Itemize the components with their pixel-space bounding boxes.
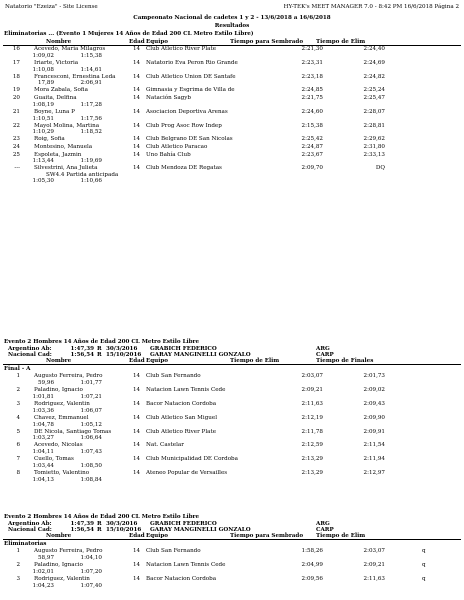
event-title-heats: Evento 2 Hombres 14 Años de Edad 200 CL Metro Estilo Libre: [4, 514, 200, 520]
record-label: Argentino Ab:: [8, 521, 52, 527]
swimmer-age: 14: [133, 87, 141, 94]
result-place: 16: [12, 46, 20, 52]
result-time: 2:28,07: [363, 108, 385, 115]
swimmer-age: 14: [133, 576, 141, 582]
result-place: 3: [16, 401, 20, 407]
seed-time: 2:04,99: [301, 562, 323, 569]
seed-time: 2:23,18: [301, 73, 323, 80]
result-time: DQ: [375, 165, 385, 172]
record-flag: R: [97, 521, 102, 527]
split-time: 1:18,52: [80, 129, 102, 136]
seed-time: 2:12,59: [301, 442, 323, 449]
split-time: 1:10,51: [32, 115, 54, 122]
swimmer-name: Guaita, Delfina: [34, 95, 77, 101]
result-time: 2:01,73: [363, 373, 385, 380]
result-place: 1: [16, 548, 20, 555]
split-time: 1:03,27: [32, 435, 54, 442]
result-time: 2:24,69: [363, 59, 385, 66]
swimmer-age: 14: [133, 95, 141, 101]
swimmer-age: 14: [133, 387, 141, 394]
swimmer-name: Acevedo, Maria Milagros: [34, 46, 106, 52]
team-name: Club Atletico Union DE Santafe: [146, 73, 236, 80]
result-time: 2:11,63: [363, 576, 385, 582]
team-name: Natacion Lawn Tennis Cede: [146, 562, 226, 569]
split-time: 1:07,43: [80, 449, 102, 456]
result-time: 2:24,82: [363, 73, 385, 80]
record-holder: GARAY MANGINELLI GONZALO: [150, 527, 251, 534]
split-time: 1:10,29: [32, 129, 54, 136]
team-name: Asociacion Deportiva Arenas: [146, 108, 228, 115]
swimmer-name: Mora Zabala, Sofia: [34, 87, 88, 94]
split-time: 17,89: [37, 80, 54, 87]
header-meet-manager: HY-TEK's MEET MANAGER 7.0 - 8:42 PM 16/6/2018 Página 2: [283, 4, 459, 10]
team-name: Club Atletico River Plate: [146, 428, 217, 435]
split-time: 1:10,08: [32, 66, 54, 73]
team-name: Club Atletico River Plate: [146, 46, 217, 52]
result-time: 2:25,47: [363, 95, 385, 101]
column-header-age-final: Edad: [129, 358, 145, 365]
column-header-result-event1: Tiempo de Elim: [316, 38, 366, 45]
record-time: 1:56,54: [70, 352, 94, 359]
result-time: 2:09,90: [363, 414, 385, 421]
team-name: Club Prog Asoc Row Indep: [146, 122, 222, 129]
swimmer-age: 14: [133, 414, 141, 421]
swimmer-name: Tomietto, Valentino: [34, 470, 90, 476]
swimmer-name: DE Nicola, Santiago Tomas: [34, 428, 112, 435]
qualifier-mark: q: [422, 548, 426, 555]
swimmer-age: 14: [133, 456, 141, 463]
team-name: Natatorio Eva Peron Rio Grande: [146, 59, 238, 66]
disqualification-note: SW4.4 Partida anticipada: [46, 172, 119, 179]
column-header-seed-final: Tiempo de Elim: [230, 358, 280, 365]
column-header-name-final: Nombre: [46, 358, 72, 365]
swimmer-age: 14: [133, 151, 141, 158]
record-time: 1:56,54: [70, 527, 94, 534]
split-time: 1:03,44: [32, 463, 54, 469]
heats-label: Eliminatorias: [4, 540, 47, 547]
seed-time: 2:15,38: [301, 122, 323, 129]
result-time: 2:09,02: [363, 387, 385, 394]
header-site-license: Natatorio "Ezeiza" - Site License: [5, 4, 98, 10]
result-place: 19: [12, 87, 20, 94]
record-label: Argentino Ab:: [8, 346, 52, 352]
record-date: 30/3/2016: [106, 521, 138, 527]
record-date: 15/10/2016: [106, 527, 142, 534]
team-name: Uno Bahía Club: [146, 151, 191, 158]
swimmer-name: Paladino, Ignacio: [34, 387, 83, 394]
record-flag: R: [97, 352, 102, 359]
result-time: 2:09,21: [363, 562, 385, 569]
record-flag: R: [97, 527, 102, 534]
swimmer-age: 14: [133, 373, 141, 380]
result-place: 23: [12, 136, 20, 143]
result-time: 2:09,43: [363, 401, 385, 407]
final-label: Final - A: [4, 365, 31, 372]
record-date: 15/10/2016: [106, 352, 142, 359]
record-code: ARG: [316, 521, 330, 527]
seed-time: 2:13,29: [301, 456, 323, 463]
split-time: 58,97: [37, 555, 54, 562]
result-time: 2:03,07: [363, 548, 385, 555]
swimmer-age: 14: [133, 470, 141, 476]
result-time: 2:11,94: [363, 456, 385, 463]
swimmer-name: Augusto Ferreira, Pedro: [34, 548, 103, 555]
split-time: 1:06,07: [80, 407, 102, 414]
swimmer-name: Montesino, Manuela: [34, 144, 93, 150]
swimmer-age: 14: [133, 165, 141, 172]
team-name: Natación Sagyb: [146, 95, 191, 101]
column-header-team-event1: Equipo: [146, 38, 169, 45]
record-code: ARG: [316, 346, 330, 352]
result-place: 1: [16, 373, 20, 380]
team-name: Club San Fernando: [146, 373, 201, 380]
column-header-result-heats: Tiempo de Elim: [316, 533, 366, 540]
seed-time: 2:23,31: [301, 59, 323, 66]
result-time: 2:24,40: [363, 46, 385, 52]
page-title: Campeonato Nacional de cadetes 1 y 2 - 13/6/2018 a 16/6/2018: [133, 15, 331, 21]
column-header-result-final: Tiempo de Finales: [316, 358, 374, 365]
result-time: 2:09,91: [363, 428, 385, 435]
qualifier-mark: q: [422, 562, 426, 569]
swimmer-age: 14: [133, 144, 141, 150]
seed-time: 2:12,19: [301, 414, 323, 421]
team-name: Club Atletico Paracao: [146, 144, 208, 150]
swimmer-name: Cuello, Tomas: [34, 456, 74, 463]
seed-time: 2:23,67: [301, 151, 323, 158]
column-header-age-event1: Edad: [129, 38, 145, 45]
swimmer-age: 14: [133, 122, 141, 129]
record-label: Nacional Cad:: [8, 527, 52, 534]
record-label: Nacional Cad:: [8, 352, 52, 359]
seed-time: 2:25,42: [301, 136, 323, 143]
column-header-name-event1: Nombre: [46, 38, 72, 45]
split-time: 1:03,36: [32, 407, 54, 414]
seed-time: 2:11,78: [301, 428, 323, 435]
column-header-name-heats: Nombre: [46, 533, 72, 540]
split-time: 1:04,10: [80, 555, 102, 562]
result-place: 24: [12, 144, 20, 150]
result-place: ---: [14, 165, 20, 172]
team-name: Natacion Lawn Tennis Cede: [146, 387, 226, 394]
split-time: 1:07,20: [80, 569, 102, 575]
result-place: 8: [16, 470, 20, 476]
result-place: 2: [16, 387, 20, 394]
result-time: 2:33,13: [363, 151, 385, 158]
split-time: 1:07,21: [80, 394, 102, 400]
divider-heats: [3, 539, 461, 540]
seed-time: 2:13,29: [301, 470, 323, 476]
split-time: 59,96: [37, 380, 54, 387]
seed-time: 2:09,21: [301, 387, 323, 394]
record-flag: R: [97, 346, 102, 352]
team-name: Club Mendoza DE Regatas: [146, 165, 222, 172]
swimmer-age: 14: [133, 108, 141, 115]
team-name: Ateneo Popular de Versailles: [146, 470, 228, 476]
swimmer-name: Francesconi, Ernestina Leda: [34, 73, 116, 80]
swimmer-name: Silvestrini, Ana Julieta: [34, 165, 98, 172]
swimmer-age: 14: [133, 401, 141, 407]
seed-time: 2:03,07: [301, 373, 323, 380]
result-place: 7: [16, 456, 20, 463]
result-time: 2:11,54: [363, 442, 385, 449]
swimmer-age: 14: [133, 562, 141, 569]
split-time: 1:05,12: [80, 421, 102, 428]
split-time: 1:09,02: [32, 52, 54, 59]
result-place: 22: [12, 122, 20, 129]
split-time: 1:17,28: [80, 101, 102, 108]
qualifier-mark: q: [422, 576, 426, 582]
team-name: Club Atletico San Miguel: [146, 414, 217, 421]
split-time: 1:15,38: [80, 52, 102, 59]
record-holder: GRABICH FEDERICO: [150, 346, 217, 352]
swimmer-name: Chavez, Emmanuel: [34, 414, 89, 421]
result-place: 4: [16, 414, 20, 421]
result-place: 25: [12, 151, 20, 158]
column-header-team-heats: Equipo: [146, 533, 169, 540]
swimmer-name: Paladino, Ignacio: [34, 562, 83, 569]
split-time: 1:10,66: [80, 178, 102, 185]
split-time: 1:08,84: [80, 476, 102, 483]
seed-time: 2:24,87: [301, 144, 323, 150]
split-time: 1:08,50: [80, 463, 102, 469]
split-time: 1:01,81: [32, 394, 54, 400]
seed-time: 2:24,60: [301, 108, 323, 115]
seed-time: 1:58,26: [301, 548, 323, 555]
page-subtitle: Resultados: [214, 23, 250, 29]
swimmer-name: Espoleta, Jazmin: [34, 151, 82, 158]
column-header-seed-heats: Tiempo para Sembrado: [230, 533, 304, 540]
seed-time: 2:11,63: [301, 401, 323, 407]
result-place: 17: [12, 59, 20, 66]
split-time: 1:07,40: [80, 582, 102, 589]
split-time: 1:14,61: [80, 66, 102, 73]
swimmer-age: 14: [133, 136, 141, 143]
split-time: 1:04,78: [32, 421, 54, 428]
result-place: 3: [16, 576, 20, 582]
team-name: Club Belgrano DE San Nicolas: [146, 136, 233, 143]
record-holder: GRABICH FEDERICO: [150, 521, 217, 527]
split-time: 1:01,77: [80, 380, 102, 387]
split-time: 1:02,01: [32, 569, 54, 575]
swimmer-age: 14: [133, 442, 141, 449]
team-name: Club San Fernando: [146, 548, 201, 555]
result-place: 5: [16, 428, 20, 435]
split-time: 2:06,91: [80, 80, 102, 87]
split-time: 1:04,13: [32, 476, 54, 483]
divider-final: [3, 364, 461, 365]
split-time: 1:19,69: [80, 158, 102, 165]
split-time: 1:04,11: [32, 449, 54, 456]
split-time: 1:05,30: [32, 178, 54, 185]
seed-time: 2:21,75: [301, 95, 323, 101]
split-time: 1:08,19: [32, 101, 54, 108]
swimmer-age: 14: [133, 548, 141, 555]
team-name: Nat. Castelar: [146, 442, 184, 449]
seed-time: 2:24,85: [301, 87, 323, 94]
team-name: Gimnasia y Esgrima de Villa de: [146, 87, 235, 94]
result-place: 6: [16, 442, 20, 449]
split-time: 1:17,56: [80, 115, 102, 122]
column-header-age-heats: Edad: [129, 533, 145, 540]
split-time: 1:04,23: [32, 582, 54, 589]
swimmer-name: Rodriguez, Valentin: [34, 576, 90, 582]
result-place: 21: [12, 108, 20, 115]
column-header-team-final: Equipo: [146, 358, 169, 365]
result-time: 2:31,80: [363, 144, 385, 150]
swimmer-name: Augusto Ferreira, Pedro: [34, 373, 103, 380]
swimmer-age: 14: [133, 73, 141, 80]
swimmer-name: Boyne, Luna P: [34, 108, 75, 115]
section-heading-event1: Eliminatorias ... (Evento 1 Mujeres 14 Años de Edad 200 CL Metro Estilo Libre): [4, 31, 254, 37]
swimmer-age: 14: [133, 428, 141, 435]
result-time: 2:29,62: [363, 136, 385, 143]
event-title-final: Evento 2 Hombres 14 Años de Edad 200 CL Metro Estilo Libre: [4, 339, 200, 345]
swimmer-age: 14: [133, 59, 141, 66]
swimmer-name: Rodriguez, Valentin: [34, 401, 90, 407]
swimmer-name: Acevedo, Nicolas: [34, 442, 83, 449]
column-header-seed-event1: Tiempo para Sembrado: [230, 38, 304, 45]
record-time: 1:47,39: [70, 346, 94, 352]
result-place: 2: [16, 562, 20, 569]
seed-time: 2:09,70: [301, 165, 323, 172]
swimmer-name: Iriarte, Victoria: [34, 59, 79, 66]
swimmer-name: Roig, Sofia: [34, 136, 65, 143]
split-time: 1:13,44: [32, 158, 54, 165]
team-name: Club Municipalidad DE Cordoba: [146, 456, 238, 463]
result-time: 2:25,24: [363, 87, 385, 94]
result-time: 2:28,81: [363, 122, 385, 129]
record-code: CARP: [316, 527, 334, 534]
swimmer-name: Mayol Molina, Martina: [34, 122, 100, 129]
record-date: 30/3/2016: [106, 346, 138, 352]
result-place: 20: [12, 95, 20, 101]
record-holder: GARAY MANGINELLI GONZALO: [150, 352, 251, 359]
result-time: 2:12,97: [363, 470, 385, 476]
result-place: 18: [12, 73, 20, 80]
team-name: Bacor Natacion Cordoba: [146, 576, 217, 582]
seed-time: 2:21,30: [301, 46, 323, 52]
seed-time: 2:09,56: [301, 576, 323, 582]
team-name: Bacor Natacion Cordoba: [146, 401, 217, 407]
swimmer-age: 14: [133, 46, 141, 52]
record-code: CARP: [316, 352, 334, 359]
split-time: 1:06,64: [80, 435, 102, 442]
record-time: 1:47,39: [70, 521, 94, 527]
